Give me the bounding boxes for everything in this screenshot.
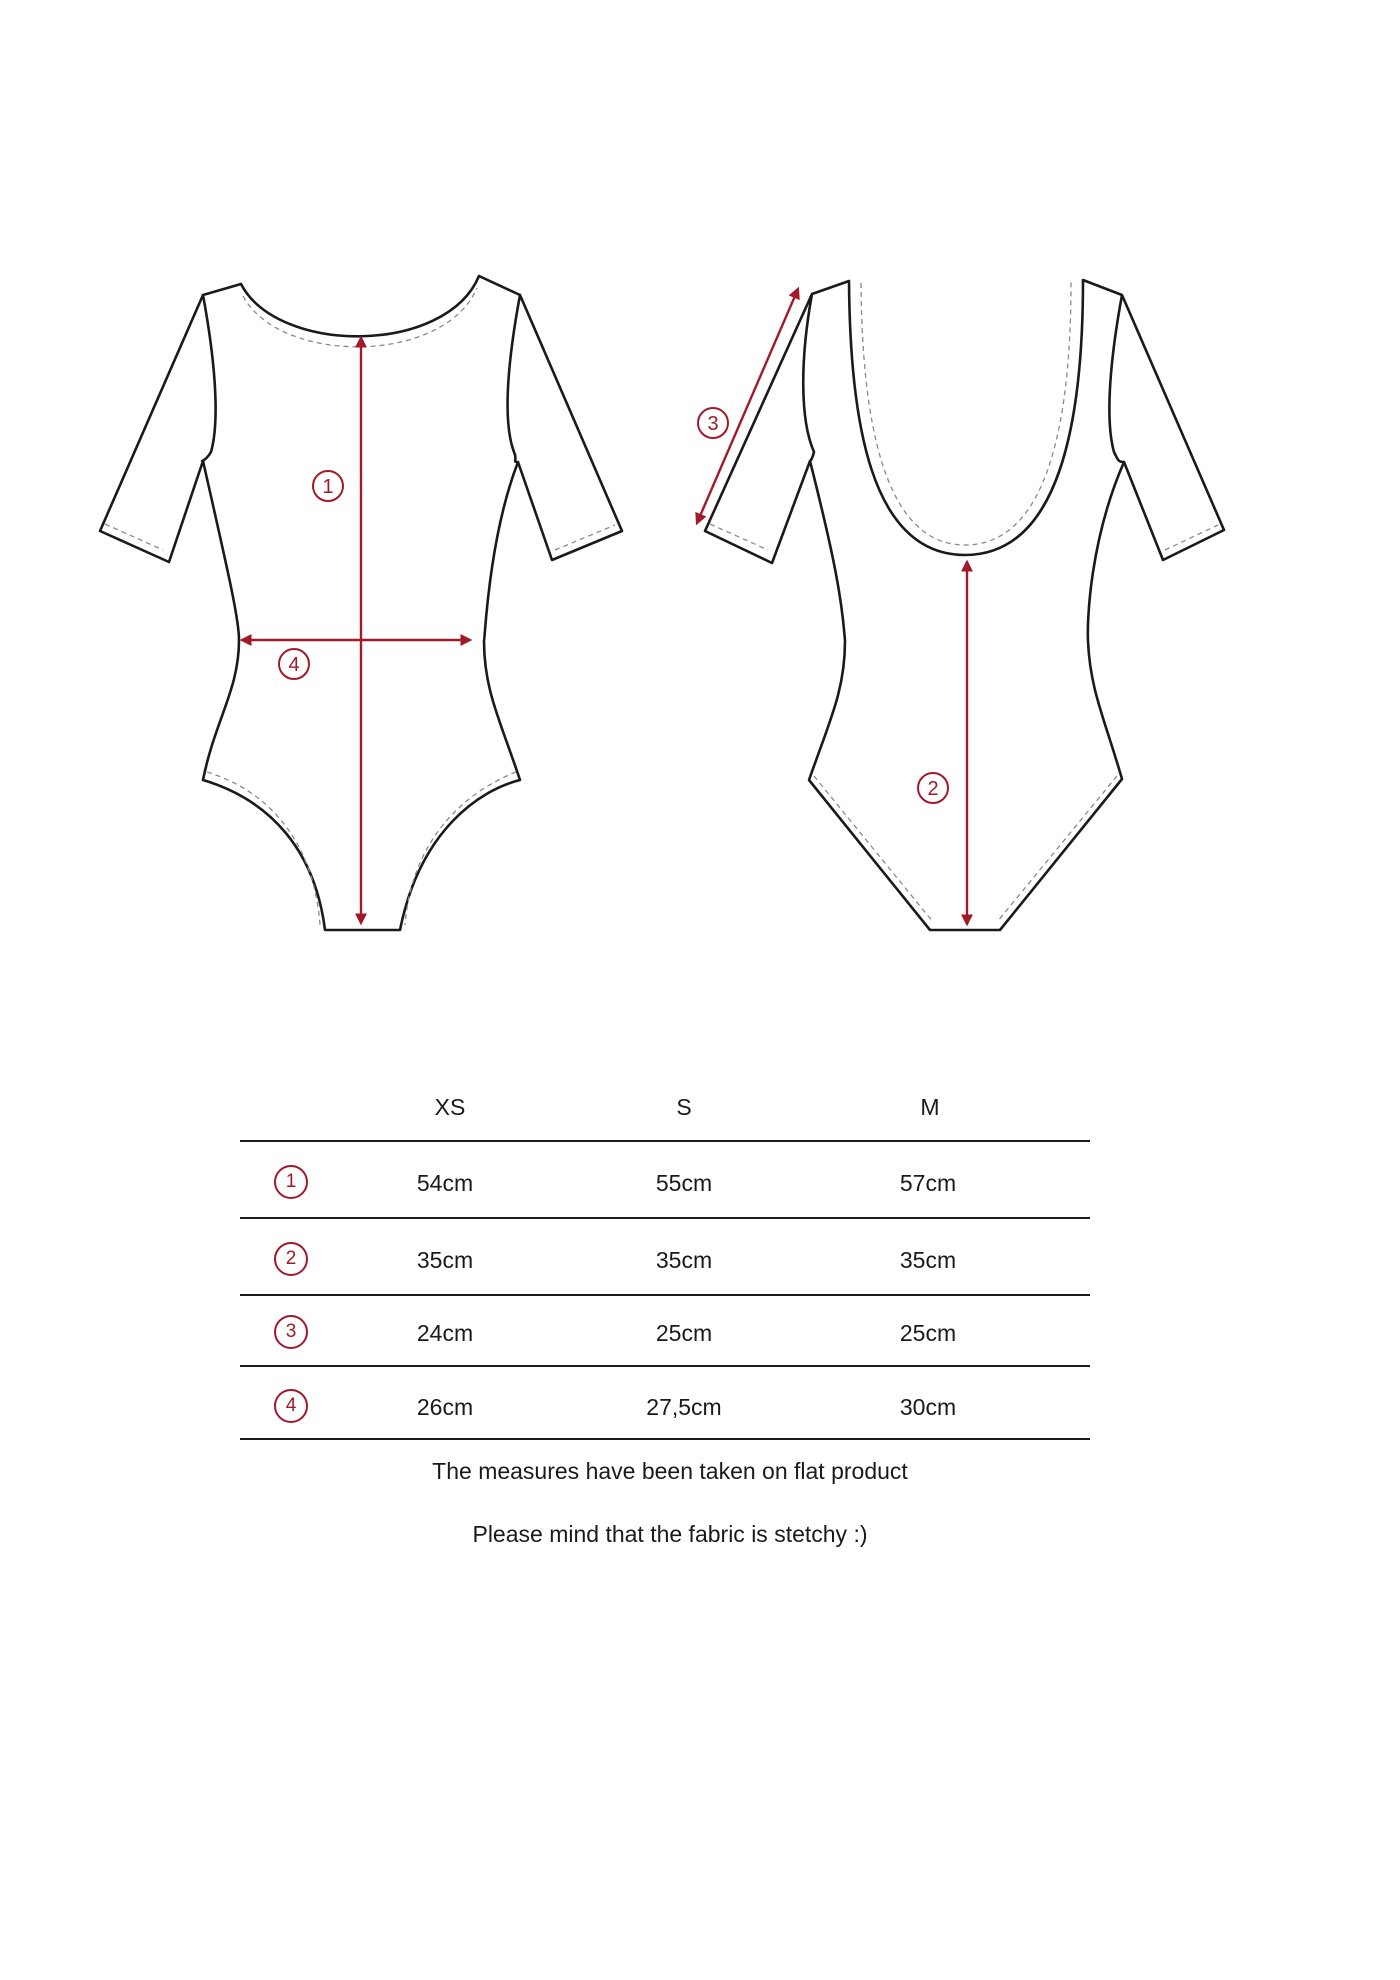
back-marker-3 (698, 408, 728, 438)
note-flat-product: The measures have been taken on flat product (432, 1458, 908, 1484)
table-rule (240, 1438, 1090, 1440)
table-row-3 (240, 1298, 1090, 1372)
table-cell: 27,5cm (646, 1394, 722, 1420)
table-cell: 30cm (899, 1394, 957, 1420)
svg-text:4: 4 (288, 654, 300, 676)
back-view (697, 280, 1224, 930)
svg-text:1: 1 (322, 476, 334, 498)
front-marker-4 (279, 649, 309, 679)
back-marker-2 (918, 773, 948, 803)
row-marker: 3 (274, 1315, 308, 1349)
row-marker: 1 (274, 1165, 308, 1199)
garment-diagram (0, 0, 1400, 980)
table-rule (240, 1140, 1090, 1142)
note-stretchy-fabric: Please mind that the fabric is stetchy :) (472, 1521, 868, 1547)
table-cell: 35cm (416, 1247, 474, 1273)
back-bodysuit-outline (705, 280, 1224, 930)
table-rule (240, 1365, 1090, 1367)
table-cell: 54cm (416, 1170, 474, 1196)
column-header-m: M (920, 1094, 940, 1120)
column-header-xs: XS (434, 1094, 466, 1120)
front-marker-1 (313, 471, 343, 501)
table-cell: 35cm (899, 1247, 957, 1273)
back-sleeve-arrow (697, 289, 798, 523)
svg-text:3: 3 (707, 413, 719, 435)
table-rule (240, 1294, 1090, 1296)
table-cell: 55cm (655, 1170, 713, 1196)
table-cell: 25cm (899, 1320, 957, 1346)
table-row-2 (240, 1225, 1090, 1299)
table-cell: 57cm (899, 1170, 957, 1196)
svg-text:2: 2 (927, 778, 939, 800)
table-cell: 35cm (655, 1247, 713, 1273)
table-rule (240, 1217, 1090, 1219)
table-cell: 26cm (416, 1394, 474, 1420)
column-header-s: S (676, 1094, 692, 1120)
front-view (100, 276, 622, 930)
table-cell: 24cm (416, 1320, 474, 1346)
table-row-1 (240, 1148, 1090, 1222)
table-cell: 25cm (655, 1320, 713, 1346)
table-row-4 (240, 1372, 1090, 1446)
row-marker: 4 (274, 1389, 308, 1423)
row-marker: 2 (274, 1242, 308, 1276)
